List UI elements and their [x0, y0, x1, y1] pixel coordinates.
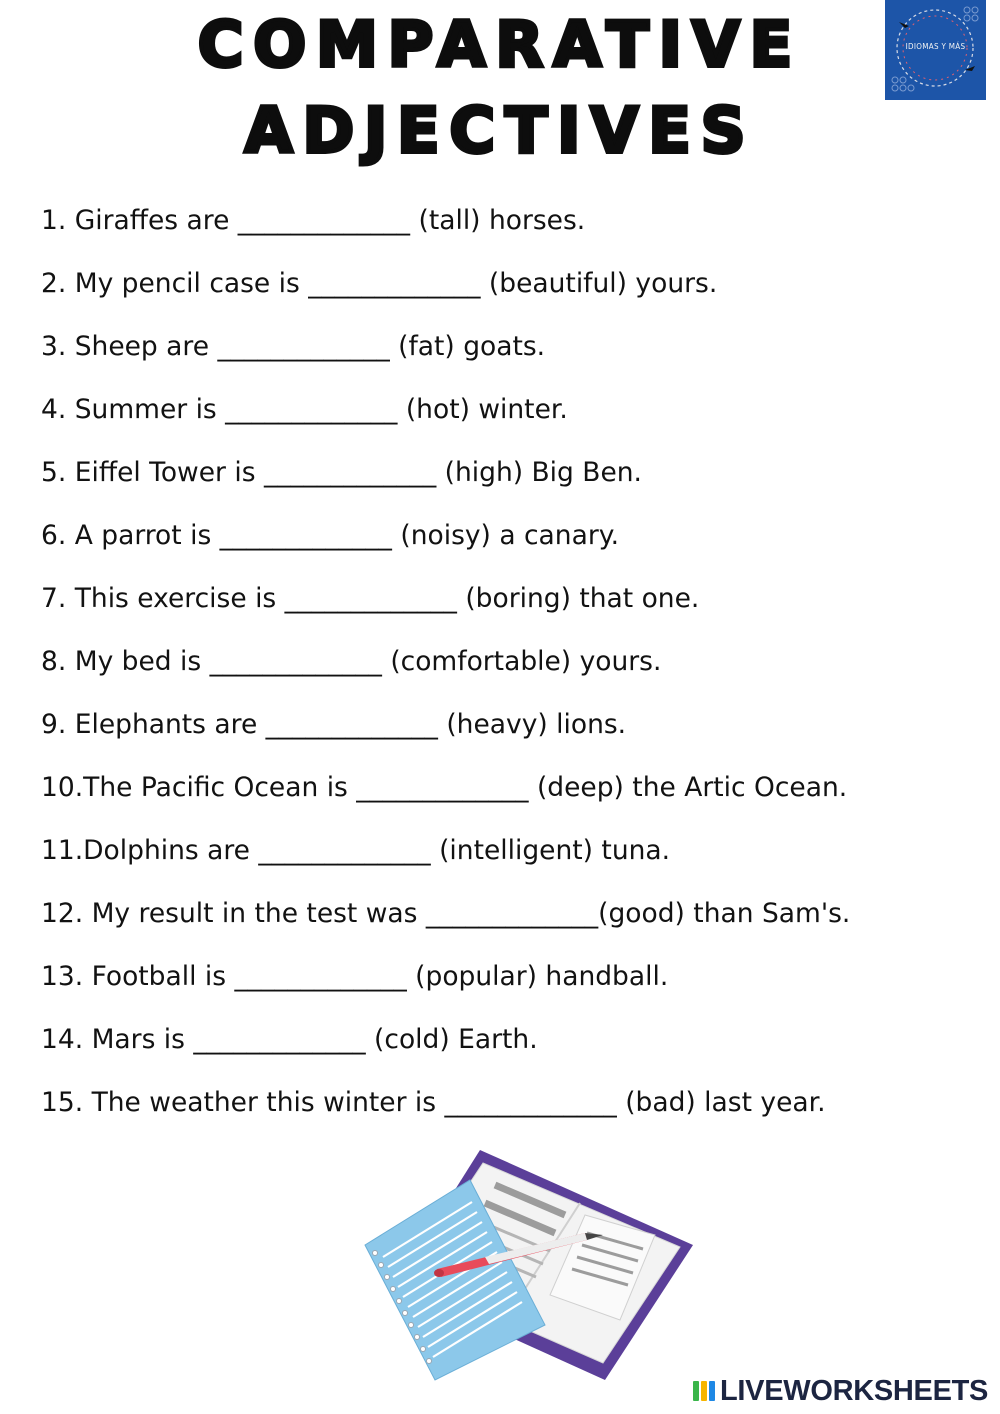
brand-text: LIVEWORKSHEETS — [720, 1374, 989, 1407]
sentence-5: 5. Eiffel Tower is _____________ (high) Big Ben. — [41, 457, 642, 488]
sentence-list — [41, 196, 981, 1141]
sentence-8: 8. My bed is _____________ (comfortable) yours. — [41, 646, 662, 677]
sentence-1: 1. Giraffes are _____________ (tall) horses. — [41, 205, 586, 236]
sentence-11: 11.Dolphins are _____________ (intelligent) tuna. — [41, 835, 671, 866]
sentence-4: 4. Summer is _____________ (hot) winter. — [41, 394, 568, 425]
title-line-1: COMPARATIVE — [197, 8, 803, 81]
sentence-3: 3. Sheep are _____________ (fat) goats. — [41, 331, 546, 362]
liveworksheets-logo-icon — [692, 1379, 716, 1403]
sentence-7: 7. This exercise is _____________ (boring) that one. — [41, 583, 700, 614]
sentence-10: 10.The Pacific Ocean is _____________ (deep) the Artic Ocean. — [41, 772, 848, 803]
sentence-6: 6. A parrot is _____________ (noisy) a canary. — [41, 520, 620, 551]
liveworksheets-brand — [692, 1376, 988, 1406]
notebook-pen-illustration-icon — [355, 1145, 700, 1385]
sentence-13: 13. Football is _____________ (popular) handball. — [41, 961, 669, 992]
idiomas-logo — [885, 0, 986, 100]
sentence-15: 15. The weather this winter is _____________ (bad) last year. — [41, 1087, 826, 1118]
title-line-2: ADJECTIVES — [244, 94, 756, 167]
sentence-9: 9. Elephants are _____________ (heavy) lions. — [41, 709, 627, 740]
sentence-14: 14. Mars is _____________ (cold) Earth. — [41, 1024, 538, 1055]
logo-text: IDIOMAS Y MÁS — [905, 42, 966, 51]
sentence-2: 2. My pencil case is _____________ (beautiful) yours. — [41, 268, 718, 299]
sentence-12: 12. My result in the test was _____________(good) than Sam's. — [41, 898, 851, 929]
